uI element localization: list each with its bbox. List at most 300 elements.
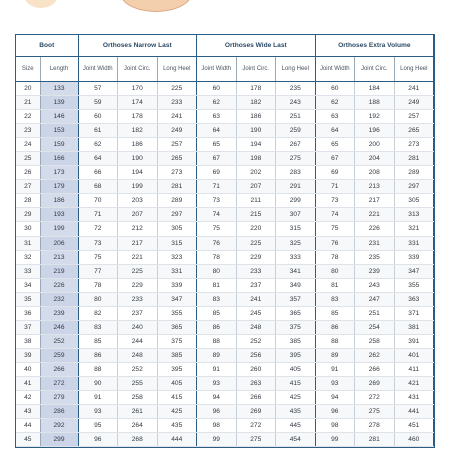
- table-cell: 235: [276, 82, 316, 96]
- table-cell: 213: [355, 180, 395, 194]
- table-cell: 401: [394, 348, 434, 362]
- table-cell: 266: [236, 391, 276, 405]
- table-cell: 86: [197, 320, 237, 334]
- table-row: [16, 110, 434, 124]
- table-cell: 275: [276, 152, 316, 166]
- table-row: [16, 306, 434, 320]
- table-cell: 441: [394, 405, 434, 419]
- table-cell: 226: [355, 222, 395, 236]
- table-cell: 74: [197, 208, 237, 222]
- table-cell: 220: [236, 222, 276, 236]
- table-cell: 249: [394, 96, 434, 110]
- table-cell: 199: [40, 222, 78, 236]
- group-header-extra-volume: Orthoses Extra Volume: [315, 35, 434, 57]
- table-cell: 313: [394, 208, 434, 222]
- table-cell: 425: [276, 391, 316, 405]
- group-header-row: [16, 35, 434, 57]
- table-row: [16, 82, 434, 96]
- table-cell: 91: [78, 391, 118, 405]
- table-cell: 286: [40, 405, 78, 419]
- table-cell: 341: [276, 264, 316, 278]
- table-cell: 88: [197, 334, 237, 348]
- table-cell: 251: [276, 110, 316, 124]
- table-cell: 395: [157, 362, 197, 376]
- table-cell: 153: [40, 124, 78, 138]
- table-cell: 27: [16, 180, 40, 194]
- table-cell: 305: [394, 194, 434, 208]
- table-cell: 39: [16, 348, 40, 362]
- table-cell: 255: [118, 376, 158, 390]
- table-cell: 241: [236, 292, 276, 306]
- table-cell: 349: [276, 278, 316, 292]
- table-cell: 190: [118, 152, 158, 166]
- table-cell: 78: [78, 278, 118, 292]
- table-cell: 256: [236, 348, 276, 362]
- table-cell: 252: [236, 334, 276, 348]
- table-row: [16, 208, 434, 222]
- table-row: [16, 362, 434, 376]
- table-cell: 29: [16, 208, 40, 222]
- table-cell: 254: [355, 320, 395, 334]
- table-cell: 85: [197, 306, 237, 320]
- table-cell: 93: [315, 376, 355, 390]
- table-cell: 178: [236, 82, 276, 96]
- table-cell: 159: [40, 138, 78, 152]
- table-row: [16, 433, 434, 447]
- table-cell: 66: [78, 166, 118, 180]
- table-cell: 62: [78, 138, 118, 152]
- column-header: Length: [40, 57, 78, 82]
- table-cell: 245: [236, 306, 276, 320]
- table-cell: 435: [276, 405, 316, 419]
- table-cell: 74: [315, 208, 355, 222]
- table-cell: 91: [315, 362, 355, 376]
- table-cell: 339: [157, 278, 197, 292]
- table-cell: 305: [157, 222, 197, 236]
- table-cell: 63: [197, 110, 237, 124]
- table-cell: 178: [118, 110, 158, 124]
- table-cell: 257: [157, 138, 197, 152]
- table-cell: 71: [78, 208, 118, 222]
- table-cell: 65: [315, 138, 355, 152]
- table-cell: 262: [355, 348, 395, 362]
- table-cell: 43: [16, 405, 40, 419]
- table-cell: 35: [16, 292, 40, 306]
- table-cell: 88: [78, 362, 118, 376]
- column-header: Joint Width: [197, 57, 237, 82]
- table-cell: 273: [157, 166, 197, 180]
- table-cell: 266: [40, 362, 78, 376]
- table-cell: 249: [157, 124, 197, 138]
- table-cell: 179: [40, 180, 78, 194]
- table-row: [16, 391, 434, 405]
- table-cell: 25: [16, 152, 40, 166]
- table-cell: 323: [157, 250, 197, 264]
- table-cell: 208: [355, 166, 395, 180]
- table-cell: 415: [157, 391, 197, 405]
- table-cell: 94: [315, 391, 355, 405]
- table-cell: 95: [78, 419, 118, 433]
- table-cell: 99: [197, 433, 237, 447]
- table-cell: 415: [276, 376, 316, 390]
- table-cell: 96: [315, 405, 355, 419]
- table-cell: 212: [118, 222, 158, 236]
- size-table: [16, 35, 434, 447]
- table-cell: 261: [118, 405, 158, 419]
- table-cell: 69: [315, 166, 355, 180]
- table-cell: 64: [197, 124, 237, 138]
- table-cell: 61: [78, 124, 118, 138]
- table-cell: 363: [394, 292, 434, 306]
- table-cell: 281: [157, 180, 197, 194]
- table-cell: 89: [197, 348, 237, 362]
- column-header: Joint Circ.: [118, 57, 158, 82]
- table-cell: 67: [315, 152, 355, 166]
- table-row: [16, 405, 434, 419]
- table-cell: 252: [118, 362, 158, 376]
- table-cell: 89: [315, 348, 355, 362]
- table-cell: 68: [78, 180, 118, 194]
- table-cell: 62: [315, 96, 355, 110]
- table-cell: 86: [315, 320, 355, 334]
- table-cell: 63: [315, 110, 355, 124]
- table-cell: 146: [40, 110, 78, 124]
- table-cell: 240: [118, 320, 158, 334]
- table-cell: 215: [236, 208, 276, 222]
- table-row: [16, 419, 434, 433]
- table-cell: 445: [276, 419, 316, 433]
- table-cell: 252: [40, 334, 78, 348]
- table-cell: 94: [197, 391, 237, 405]
- table-row: [16, 166, 434, 180]
- table-row: [16, 138, 434, 152]
- table-row: [16, 194, 434, 208]
- table-cell: 34: [16, 278, 40, 292]
- table-cell: 291: [276, 180, 316, 194]
- table-row: [16, 376, 434, 390]
- table-cell: 194: [118, 166, 158, 180]
- table-cell: 184: [355, 82, 395, 96]
- table-cell: 315: [276, 222, 316, 236]
- group-header-boot: Boot: [16, 35, 78, 57]
- table-cell: 347: [394, 264, 434, 278]
- table-cell: 83: [197, 292, 237, 306]
- table-cell: 421: [394, 376, 434, 390]
- table-cell: 371: [394, 306, 434, 320]
- table-cell: 186: [40, 194, 78, 208]
- table-cell: 42: [16, 391, 40, 405]
- table-cell: 99: [315, 433, 355, 447]
- table-row: [16, 124, 434, 138]
- table-cell: 375: [276, 320, 316, 334]
- table-cell: 451: [394, 419, 434, 433]
- table-cell: 454: [276, 433, 316, 447]
- table-cell: 81: [315, 278, 355, 292]
- table-cell: 217: [118, 236, 158, 250]
- table-cell: 204: [355, 152, 395, 166]
- table-cell: 385: [276, 334, 316, 348]
- table-cell: 299: [276, 194, 316, 208]
- table-row: [16, 236, 434, 250]
- table-cell: 96: [197, 405, 237, 419]
- table-cell: 37: [16, 320, 40, 334]
- table-cell: 385: [157, 348, 197, 362]
- table-cell: 62: [197, 96, 237, 110]
- table-cell: 73: [78, 236, 118, 250]
- foot-image-fragment: [24, 0, 58, 8]
- table-cell: 405: [157, 376, 197, 390]
- table-cell: 76: [315, 236, 355, 250]
- table-cell: 272: [40, 376, 78, 390]
- table-cell: 67: [197, 152, 237, 166]
- table-cell: 31: [16, 236, 40, 250]
- table-cell: 365: [157, 320, 197, 334]
- table-cell: 60: [315, 82, 355, 96]
- table-cell: 70: [78, 194, 118, 208]
- table-cell: 192: [355, 110, 395, 124]
- table-cell: 241: [157, 110, 197, 124]
- table-cell: 85: [78, 334, 118, 348]
- table-cell: 269: [236, 405, 276, 419]
- column-header: Joint Width: [78, 57, 118, 82]
- table-cell: 264: [118, 419, 158, 433]
- table-cell: 226: [40, 278, 78, 292]
- table-row: [16, 320, 434, 334]
- table-cell: 246: [40, 320, 78, 334]
- table-cell: 279: [40, 391, 78, 405]
- table-cell: 331: [157, 264, 197, 278]
- table-cell: 173: [40, 166, 78, 180]
- table-cell: 232: [40, 292, 78, 306]
- table-cell: 30: [16, 222, 40, 236]
- table-cell: 283: [276, 166, 316, 180]
- table-row: [16, 334, 434, 348]
- table-cell: 275: [355, 405, 395, 419]
- table-cell: 199: [118, 180, 158, 194]
- table-cell: 268: [118, 433, 158, 447]
- table-cell: 44: [16, 419, 40, 433]
- table-cell: 170: [118, 82, 158, 96]
- table-cell: 225: [118, 264, 158, 278]
- table-cell: 194: [236, 138, 276, 152]
- column-header: Joint Circ.: [355, 57, 395, 82]
- table-cell: 59: [78, 96, 118, 110]
- table-cell: 33: [16, 264, 40, 278]
- table-cell: 307: [276, 208, 316, 222]
- table-cell: 96: [78, 433, 118, 447]
- table-cell: 203: [118, 194, 158, 208]
- table-cell: 166: [40, 152, 78, 166]
- table-cell: 292: [40, 419, 78, 433]
- table-cell: 275: [236, 433, 276, 447]
- table-cell: 64: [78, 152, 118, 166]
- table-cell: 435: [157, 419, 197, 433]
- table-cell: 460: [394, 433, 434, 447]
- table-cell: 237: [118, 306, 158, 320]
- table-cell: 395: [276, 348, 316, 362]
- table-cell: 219: [40, 264, 78, 278]
- table-cell: 80: [78, 292, 118, 306]
- table-cell: 391: [394, 334, 434, 348]
- table-cell: 193: [40, 208, 78, 222]
- table-cell: 82: [78, 306, 118, 320]
- table-cell: 93: [78, 405, 118, 419]
- table-cell: 299: [40, 433, 78, 447]
- table-cell: 186: [236, 110, 276, 124]
- table-cell: 259: [40, 348, 78, 362]
- table-cell: 425: [157, 405, 197, 419]
- table-cell: 229: [118, 278, 158, 292]
- table-cell: 75: [78, 250, 118, 264]
- table-cell: 26: [16, 166, 40, 180]
- table-cell: 196: [355, 124, 395, 138]
- table-cell: 272: [236, 419, 276, 433]
- table-cell: 235: [355, 250, 395, 264]
- table-cell: 77: [78, 264, 118, 278]
- table-cell: 431: [394, 391, 434, 405]
- table-cell: 32: [16, 250, 40, 264]
- table-cell: 83: [78, 320, 118, 334]
- table-cell: 258: [118, 391, 158, 405]
- table-cell: 93: [197, 376, 237, 390]
- table-cell: 231: [355, 236, 395, 250]
- table-cell: 248: [236, 320, 276, 334]
- table-cell: 365: [276, 306, 316, 320]
- table-cell: 65: [197, 138, 237, 152]
- column-header: Long Heel: [394, 57, 434, 82]
- table-row: [16, 96, 434, 110]
- size-chart: [15, 34, 435, 448]
- table-cell: 23: [16, 124, 40, 138]
- group-header-wide-last: Orthoses Wide Last: [197, 35, 316, 57]
- column-header: Long Heel: [276, 57, 316, 82]
- table-cell: 182: [118, 124, 158, 138]
- table-cell: 182: [236, 96, 276, 110]
- table-cell: 233: [157, 96, 197, 110]
- table-cell: 229: [236, 250, 276, 264]
- table-cell: 278: [355, 419, 395, 433]
- column-header-row: [16, 57, 434, 82]
- table-cell: 281: [394, 152, 434, 166]
- table-row: [16, 278, 434, 292]
- table-cell: 45: [16, 433, 40, 447]
- table-cell: 75: [315, 222, 355, 236]
- table-cell: 202: [236, 166, 276, 180]
- table-cell: 57: [78, 82, 118, 96]
- table-cell: 315: [157, 236, 197, 250]
- table-cell: 237: [236, 278, 276, 292]
- table-cell: 263: [236, 376, 276, 390]
- table-cell: 272: [355, 391, 395, 405]
- table-cell: 88: [315, 334, 355, 348]
- table-cell: 225: [236, 236, 276, 250]
- table-cell: 207: [118, 208, 158, 222]
- foot-image-fragment: [120, 0, 192, 12]
- table-cell: 248: [118, 348, 158, 362]
- table-cell: 444: [157, 433, 197, 447]
- table-cell: 297: [394, 180, 434, 194]
- table-cell: 81: [197, 278, 237, 292]
- table-cell: 241: [394, 82, 434, 96]
- table-cell: 260: [236, 362, 276, 376]
- table-cell: 233: [118, 292, 158, 306]
- table-cell: 22: [16, 110, 40, 124]
- table-cell: 174: [118, 96, 158, 110]
- table-cell: 266: [355, 362, 395, 376]
- table-cell: 258: [355, 334, 395, 348]
- table-row: [16, 292, 434, 306]
- table-cell: 259: [276, 124, 316, 138]
- table-cell: 139: [40, 96, 78, 110]
- table-cell: 321: [394, 222, 434, 236]
- table-cell: 207: [236, 180, 276, 194]
- table-cell: 198: [236, 152, 276, 166]
- table-cell: 297: [157, 208, 197, 222]
- table-cell: 375: [157, 334, 197, 348]
- column-header: Joint Circ.: [236, 57, 276, 82]
- table-cell: 41: [16, 376, 40, 390]
- table-row: [16, 264, 434, 278]
- table-cell: 357: [276, 292, 316, 306]
- table-cell: 381: [394, 320, 434, 334]
- table-cell: 347: [157, 292, 197, 306]
- table-cell: 38: [16, 334, 40, 348]
- table-body: [16, 82, 434, 447]
- table-cell: 71: [197, 180, 237, 194]
- table-cell: 40: [16, 362, 40, 376]
- table-cell: 221: [355, 208, 395, 222]
- table-cell: 206: [40, 236, 78, 250]
- table-cell: 28: [16, 194, 40, 208]
- table-cell: 289: [394, 166, 434, 180]
- table-cell: 190: [236, 124, 276, 138]
- table-cell: 247: [355, 292, 395, 306]
- table-row: [16, 180, 434, 194]
- photo-strip: [0, 0, 450, 34]
- column-header: Size: [16, 57, 40, 82]
- table-cell: 244: [118, 334, 158, 348]
- table-cell: 69: [197, 166, 237, 180]
- table-cell: 251: [355, 306, 395, 320]
- table-cell: 98: [197, 419, 237, 433]
- table-cell: 355: [394, 278, 434, 292]
- table-cell: 86: [78, 348, 118, 362]
- table-row: [16, 222, 434, 236]
- table-cell: 78: [197, 250, 237, 264]
- table-cell: 239: [355, 264, 395, 278]
- table-cell: 75: [197, 222, 237, 236]
- table-cell: 221: [118, 250, 158, 264]
- table-cell: 325: [276, 236, 316, 250]
- table-cell: 64: [315, 124, 355, 138]
- table-cell: 24: [16, 138, 40, 152]
- table-row: [16, 250, 434, 264]
- table-row: [16, 152, 434, 166]
- table-cell: 72: [78, 222, 118, 236]
- table-cell: 83: [315, 292, 355, 306]
- table-cell: 78: [315, 250, 355, 264]
- table-cell: 98: [315, 419, 355, 433]
- table-cell: 355: [157, 306, 197, 320]
- table-cell: 133: [40, 82, 78, 96]
- table-row: [16, 348, 434, 362]
- table-cell: 265: [394, 124, 434, 138]
- table-cell: 60: [197, 82, 237, 96]
- table-cell: 239: [40, 306, 78, 320]
- table-cell: 289: [157, 194, 197, 208]
- table-cell: 281: [355, 433, 395, 447]
- table-cell: 186: [118, 138, 158, 152]
